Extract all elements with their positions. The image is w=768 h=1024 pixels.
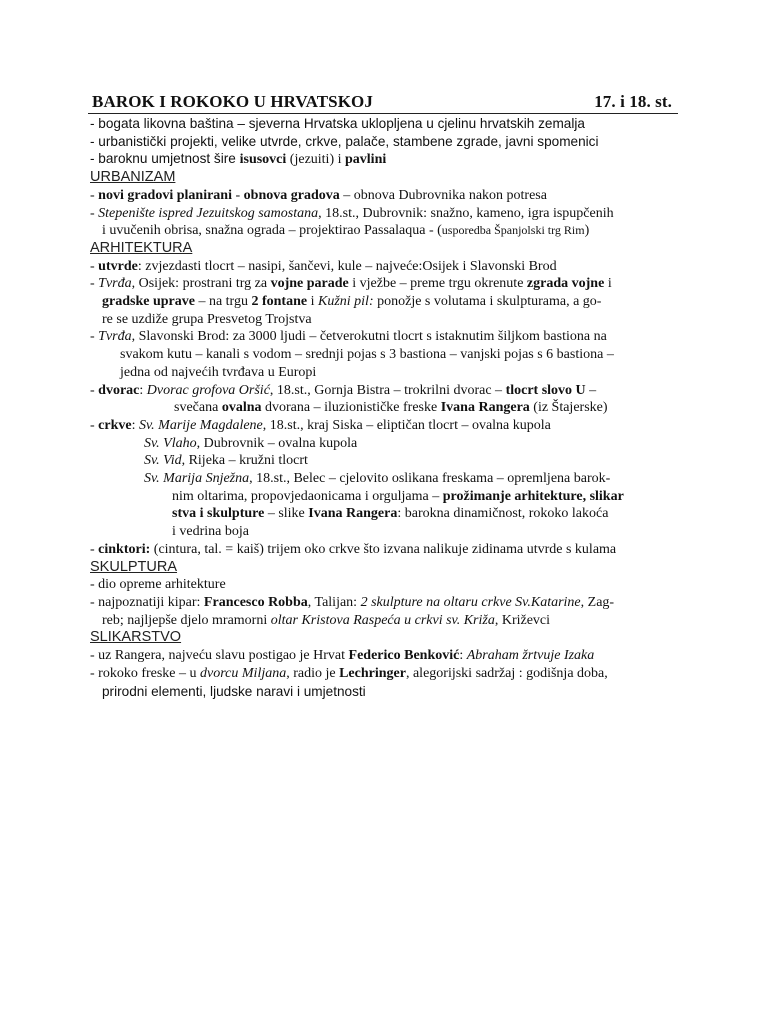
crkve-line-4: Sv. Marija Snježna, 18.st., Belec – cjelovito oslikana freskama – opremljena barok- <box>144 471 611 487</box>
section-heading-urbanizam: URBANIZAM <box>90 169 176 186</box>
crkve-line-6: stva i skulpture – slike Ivana Rangera: barokna dinamičnost, rokoko lakoća <box>172 506 609 522</box>
urbanizam-line-3: i uvučenih obrisa, snažna ograda – projektirao Passalaqua - (usporedba Španjolski trg Rim) <box>102 223 590 239</box>
slikarstvo-line-3: prirodni elementi, ljudske naravi i umjetnosti <box>102 683 366 699</box>
section-heading-slikarstvo: SLIKARSTVO <box>90 629 182 646</box>
urbanizam-line-2: - Stepenište ispred Jezuitskog samostana, 18.st., Dubrovnik: snažno, kameno, igra ispupčenih <box>90 205 614 221</box>
tvrda-osijek-line-1: - Tvrđa, Osijek: prostrani trg za vojne parade i vježbe – preme trgu okrenute zgrada vojne i <box>90 276 612 292</box>
skulptura-line-2: - najpoznatiji kipar: Francesco Robba, Talijan: 2 skulpture na oltaru crkve Sv.Katarine, Zag- <box>90 594 615 610</box>
tvrda-brod-line-3: jedna od najvećih tvrđava u Europi <box>120 364 317 380</box>
tvrda-osijek-line-3: re se uzdiže grupa Presvetog Trojstva <box>102 311 312 327</box>
tvrda-brod-line-1: - Tvrđa, Slavonski Brod: za 3000 ljudi – četverokutni tlocrt s istaknutim šiljkom bastiona na <box>90 329 607 345</box>
dvorac-line-1: - dvorac: Dvorac grofova Oršić, 18.st., Gornja Bistra – trokrilni dvorac – tlocrt slovo U – <box>90 382 597 398</box>
intro-line-1: - bogata likovna baština – sjeverna Hrvatska uklopljena u cjelinu hrvatskih zemalja <box>90 116 585 131</box>
arhitektura-utvrde-line: - utvrde: zvjezdasti tlocrt – nasipi, šančevi, kule – najveće:Osijek i Slavonski Brod <box>90 258 557 274</box>
slikarstvo-line-1: - uz Rangera, najveću slavu postigao je Hrvat Federico Benković: Abraham žrtvuje Izaka <box>90 648 595 664</box>
slikarstvo-line-2: - rokoko freske – u dvorcu Miljana, radio je Lechringer, alegorijski sadržaj : godišnja doba, <box>90 665 608 681</box>
tvrda-osijek-line-2: gradske uprave – na trgu 2 fontane i Kužni pil: ponožje s volutama i skulpturama, a go- <box>102 294 602 310</box>
tvrda-brod-line-2: svakom kutu – kanali s vodom – srednji pojas s 3 bastiona – vanjski pojas s 6 bastiona – <box>120 347 614 363</box>
crkve-line-5: nim oltarima, propovjedaonicama i orguljama – prožimanje arhitekture, slikar <box>172 488 624 504</box>
document-header <box>88 92 678 114</box>
section-heading-skulptura: SKULPTURA <box>90 558 178 575</box>
cinktori-line: - cinktori: (cintura, tal. = kaiš) trijem oko crkve što izvana nalikuje zidinama utvrde s kulama <box>90 541 617 557</box>
document-period: 17. i 18. st. <box>594 92 672 111</box>
dvorac-line-2: svečana ovalna dvorana – iluzionističke freske Ivana Rangera (iz Štajerske) <box>174 400 608 416</box>
urbanizam-line-1: - novi gradovi planirani - obnova gradova – obnova Dubrovnika nakon potresa <box>90 187 547 203</box>
intro-line-3: - baroknu umjetnost šire isusovci (jezuiti) i pavlini <box>90 151 387 168</box>
crkve-line-2: Sv. Vlaho, Dubrovnik – ovalna kupola <box>144 435 358 451</box>
crkve-line-1: - crkve: Sv. Marije Magdalene, 18.st., kraj Siska – eliptičan tlocrt – ovalna kupola <box>90 417 551 433</box>
skulptura-line-3: reb; najljepše djelo mramorni oltar Kristova Raspeća u crkvi sv. Križa, Križevci <box>102 612 551 628</box>
document-title: BAROK I ROKOKO U HRVATSKOJ <box>92 92 373 111</box>
skulptura-line-1: - dio opreme arhitekture <box>90 577 226 593</box>
section-heading-arhitektura: ARHITEKTURA <box>90 239 193 256</box>
document-page <box>88 92 678 700</box>
crkve-line-7: i vedrina boja <box>172 524 249 540</box>
intro-line-2: - urbanistički projekti, velike utvrde, crkve, palače, stambene zgrade, javni spomenici <box>90 133 599 149</box>
crkve-line-3: Sv. Vid, Rijeka – kružni tlocrt <box>144 453 308 469</box>
